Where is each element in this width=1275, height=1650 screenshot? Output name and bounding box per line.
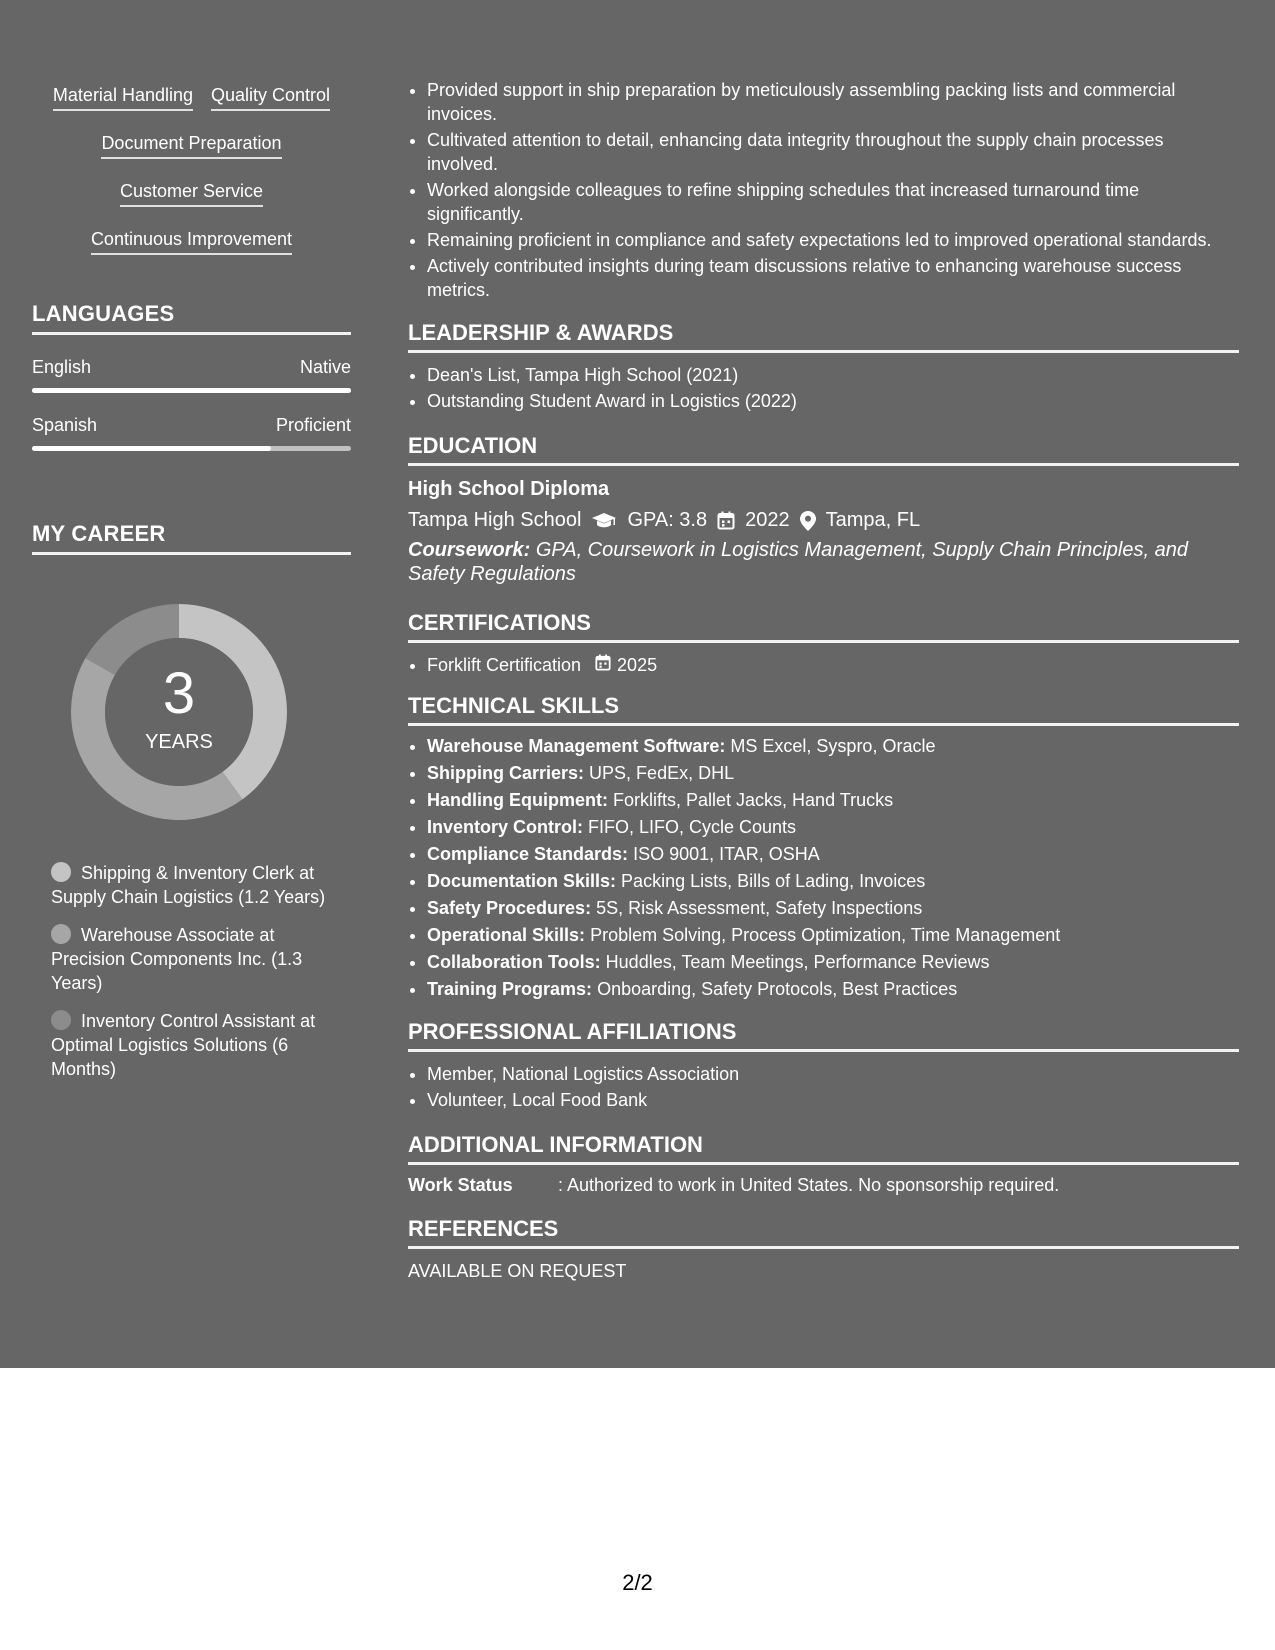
technical-skill-item — [427, 922, 1239, 949]
calendar-icon — [595, 653, 611, 677]
education-degree: High School Diploma — [408, 478, 610, 500]
skill-values: FIFO, LIFO, Cycle Counts — [588, 817, 797, 837]
education-school: Tampa High School — [408, 509, 582, 531]
skill-values: ISO 9001, ITAR, OSHA — [633, 844, 820, 864]
affiliation-item: • Member, National Logistics Association — [427, 1062, 1239, 1086]
award-item: • Dean's List, Tampa High School (2021) — [427, 363, 1239, 387]
affiliations-title: PROFESSIONAL AFFILIATIONS — [408, 1019, 1239, 1052]
skill-tag: Quality Control — [211, 84, 330, 111]
certifications-title: CERTIFICATIONS — [408, 610, 1239, 643]
education-coursework — [408, 538, 1239, 586]
career-total-unit: YEARS — [145, 731, 213, 753]
skill-tag: Continuous Improvement — [91, 228, 292, 255]
certification-item — [427, 653, 1239, 677]
language-item — [32, 357, 351, 393]
career-legend-text: Inventory Control Assistant at Optimal Logistics Solutions (6 Months) — [51, 1011, 316, 1079]
education-meta — [408, 509, 1239, 532]
graduation-cap-icon — [591, 512, 617, 530]
education-section — [408, 433, 1239, 586]
page-number: 2/2 — [622, 1570, 653, 1595]
skill-category: Inventory Control: — [427, 817, 583, 837]
career-total-years: 3 — [162, 661, 196, 726]
experience-bullet: • Cultivated attention to detail, enhancing data integrity throughout the supply chain processes involved. — [427, 128, 1239, 176]
skill-category: Handling Equipment: — [427, 790, 608, 810]
experience-bullet: • Remaining proficient in compliance and safety expectations led to improved operational standards. — [427, 228, 1239, 252]
left-column — [32, 84, 351, 1095]
technical-skill-item — [427, 787, 1239, 814]
references-section — [408, 1216, 1239, 1282]
skill-tag: Material Handling — [53, 84, 193, 111]
skill-values: Onboarding, Safety Protocols, Best Practices — [597, 979, 958, 999]
certification-year: 2025 — [617, 655, 658, 675]
career-legend-text: Shipping & Inventory Clerk at Supply Chain Logistics (1.2 Years) — [51, 863, 326, 907]
affiliation-item: • Volunteer, Local Food Bank — [427, 1088, 1239, 1112]
language-level: Native — [299, 357, 351, 377]
language-item — [32, 415, 351, 451]
career-legend-item — [51, 1009, 336, 1081]
calendar-icon — [717, 511, 735, 530]
language-level: Proficient — [275, 415, 351, 435]
skill-values: Forklifts, Pallet Jacks, Hand Trucks — [613, 790, 894, 810]
legend-dot-icon — [51, 1010, 71, 1030]
technical-skill-item — [427, 868, 1239, 895]
technical-skills-section — [408, 693, 1239, 1003]
language-level-fill — [32, 388, 351, 393]
technical-skills-title: TECHNICAL SKILLS — [408, 693, 1239, 726]
legend-dot-icon — [51, 862, 71, 882]
skill-values: UPS, FedEx, DHL — [589, 763, 735, 783]
career-title: MY CAREER — [32, 521, 351, 555]
coursework-label: Coursework: — [408, 539, 531, 561]
skill-category: Documentation Skills: — [427, 871, 617, 891]
career-legend — [32, 861, 336, 1081]
work-status-label: Work Status — [408, 1175, 513, 1195]
career-legend-text: Warehouse Associate at Precision Components Inc. (1.3 Years) — [51, 925, 303, 993]
technical-skill-item — [427, 760, 1239, 787]
language-name: English — [32, 357, 92, 377]
skill-category: Collaboration Tools: — [427, 952, 601, 972]
technical-skill-item — [427, 841, 1239, 868]
language-level-fill — [32, 446, 271, 451]
skill-values: Huddles, Team Meetings, Performance Reviews — [605, 952, 990, 972]
skill-category: Operational Skills: — [427, 925, 586, 945]
additional-info-section — [408, 1132, 1239, 1196]
languages-section — [32, 301, 351, 451]
skill-category: Safety Procedures: — [427, 898, 592, 918]
skill-tags — [32, 84, 351, 255]
skill-category: Training Programs: — [427, 979, 593, 999]
education-title: EDUCATION — [408, 433, 1239, 466]
career-donut-chart — [66, 599, 292, 825]
technical-skill-item — [427, 814, 1239, 841]
education-location: Tampa, FL — [825, 509, 921, 531]
experience-bullet: • Actively contributed insights during team discussions relative to enhancing warehouse success metrics. — [427, 254, 1239, 302]
work-status-value: : Authorized to work in United States. No sponsorship required. — [558, 1175, 1060, 1195]
right-column — [408, 78, 1239, 1282]
location-pin-icon — [800, 511, 816, 531]
award-item: • Outstanding Student Award in Logistics (2022) — [427, 389, 1239, 413]
additional-info-title: ADDITIONAL INFORMATION — [408, 1132, 1239, 1165]
technical-skill-item — [427, 976, 1239, 1003]
technical-skill-item — [427, 895, 1239, 922]
career-legend-item — [51, 861, 336, 909]
education-gpa: GPA: 3.8 — [627, 509, 708, 531]
language-level-bar — [32, 388, 351, 393]
technical-skill-item — [427, 733, 1239, 760]
certifications-section — [408, 610, 1239, 677]
affiliations-section — [408, 1019, 1239, 1112]
experience-bullets — [408, 78, 1239, 302]
references-title: REFERENCES — [408, 1216, 1239, 1249]
skill-values: MS Excel, Syspro, Oracle — [730, 736, 936, 756]
skill-values: Packing Lists, Bills of Lading, Invoices — [621, 871, 926, 891]
language-level-bar — [32, 446, 351, 451]
references-text: AVAILABLE ON REQUEST — [408, 1261, 627, 1281]
skill-values: Problem Solving, Process Optimization, Time Management — [590, 925, 1061, 945]
experience-bullet: • Provided support in ship preparation by meticulously assembling packing lists and commercial invoices. — [427, 78, 1239, 126]
leadership-section — [408, 320, 1239, 413]
skill-values: 5S, Risk Assessment, Safety Inspections — [596, 898, 923, 918]
experience-bullet: • Worked alongside colleagues to refine shipping schedules that increased turnaround time significantly. — [427, 178, 1239, 226]
technical-skill-item — [427, 949, 1239, 976]
legend-dot-icon — [51, 924, 71, 944]
career-section — [32, 521, 351, 1081]
skill-category: Warehouse Management Software: — [427, 736, 726, 756]
work-status-row — [408, 1175, 1239, 1196]
education-year: 2022 — [745, 509, 790, 531]
leadership-title: LEADERSHIP & AWARDS — [408, 320, 1239, 353]
skill-tag: Document Preparation — [101, 132, 281, 159]
languages-title: LANGUAGES — [32, 301, 351, 335]
skill-tag: Customer Service — [120, 180, 263, 207]
skill-category: Shipping Carriers: — [427, 763, 585, 783]
career-legend-item — [51, 923, 336, 995]
skill-category: Compliance Standards: — [427, 844, 629, 864]
language-name: Spanish — [32, 415, 98, 435]
certification-name: • Forklift Certification — [427, 655, 582, 675]
coursework-text: GPA, Coursework in Logistics Management, Supply Chain Principles, and Safety Regulations — [408, 539, 1188, 585]
